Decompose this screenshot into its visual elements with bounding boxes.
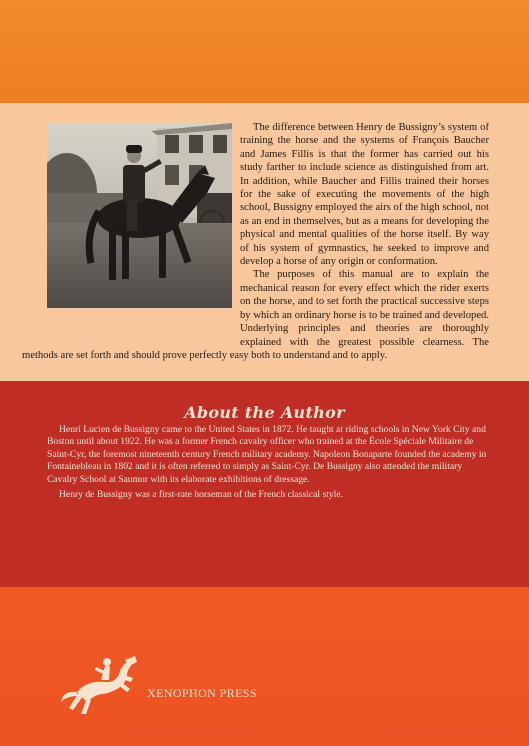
about-author-heading: About the Author [184,403,345,422]
photo-text-wrap-spacer [22,121,240,342]
author-biography [47,424,492,504]
publisher-name: XENOPHON PRESS [147,686,257,700]
xenophon-press-horse-logo [57,652,141,716]
author-paragraph-1: Henri Lucien de Bussigny came to the United States in 1872. He taught at riding schools in New York City and Boston until about 1922. He was a former French cavalry officer who trained at the École Spéciale Militaire de Saint-Cyr, the foremost nineteenth century French military academy. Napoleon Bonaparte founded the academy in Fontainebleau in 1802 and it is often referred to simply as Saint-Cyr. De Bussigny also attended the military Cavalry School at Saumur with its elaborate exhibitions of dressage. [47,424,487,485]
description-paragraph-2: The purposes of this manual are to explain the mechanical reason for every effect which the rider exerts on the horse, and to set forth the practical successive steps by which an ordinary horse is to be trained and developed. Underlying principles and theories are thoroughly explained with the greatest possible clearness. The methods are set forth and should prove perfectly easy both to understand and to apply. [22,269,489,361]
author-paragraph-2: Henry de Bussigny was a first-rate horseman of the French classical style. [59,489,343,501]
description-paragraph-1: The difference between Henry de Bussigny’s system of training the horse and the systems of François Baucher and James Fillis is that the former has carried out his study farther to include science as distinguished from art. In addition, while Baucher and Fillis trained their horses for the sake of executing the movements of the high school, Bussigny employed the airs of the high school, not as an end in themselves, but as a means for developing the physical and mental qualities of the horse itself. By way of his system of gymnastics, he seeked to improve and develop a horse of any origin or conformation. [240,122,489,268]
book-description [22,121,489,362]
top-color-band [0,0,529,103]
